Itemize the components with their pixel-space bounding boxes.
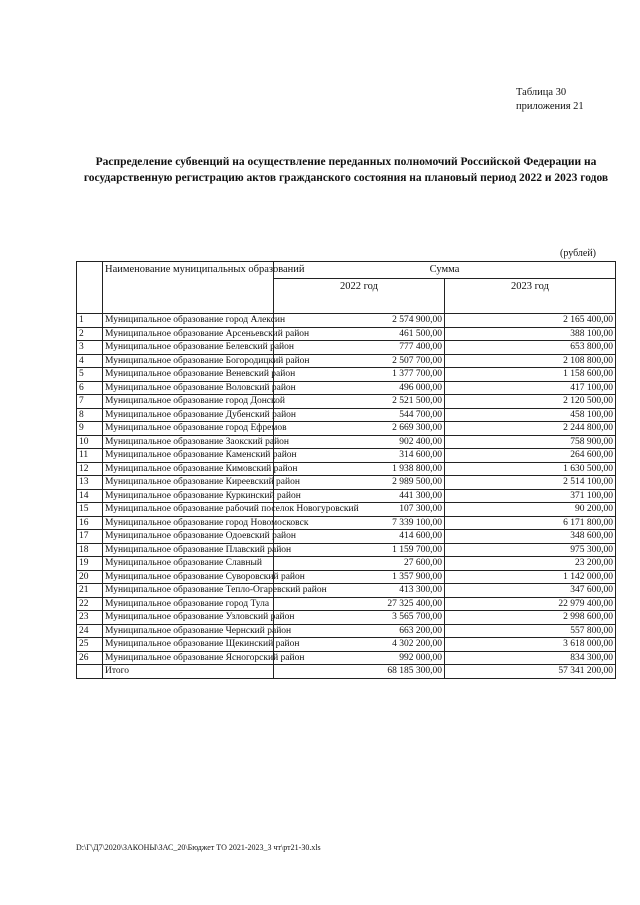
row-number: 23: [77, 611, 103, 625]
row-value-2022: 2 989 500,00: [274, 476, 445, 490]
row-value-2023: 458 100,00: [445, 408, 616, 422]
row-number: 1: [77, 314, 103, 328]
row-value-2023: 1 158 600,00: [445, 368, 616, 382]
table-row: [77, 584, 616, 598]
table-row: [77, 449, 616, 463]
total-row: [77, 665, 616, 679]
row-number: 22: [77, 597, 103, 611]
table-row: [77, 381, 616, 395]
table-row: [77, 395, 616, 409]
row-value-2022: 314 600,00: [274, 449, 445, 463]
row-name: Муниципальное образование Тепло-Огаревский район: [103, 584, 274, 598]
row-value-2022: 1 159 700,00: [274, 543, 445, 557]
row-number: 21: [77, 584, 103, 598]
row-number: 18: [77, 543, 103, 557]
year-2023-header: 2023 год: [445, 278, 616, 313]
row-number: 4: [77, 354, 103, 368]
row-value-2023: 3 618 000,00: [445, 638, 616, 652]
table-row: [77, 408, 616, 422]
table-row: [77, 489, 616, 503]
name-header: Наименование муниципальных образований: [103, 262, 274, 314]
row-name: Муниципальное образование Кимовский район: [103, 462, 274, 476]
row-number: 25: [77, 638, 103, 652]
row-value-2023: 2 998 600,00: [445, 611, 616, 625]
row-number: 20: [77, 570, 103, 584]
row-name: Муниципальное образование Киреевский район: [103, 476, 274, 490]
row-name: Муниципальное образование город Тула: [103, 597, 274, 611]
table-body: [77, 314, 616, 679]
table-row: [77, 341, 616, 355]
row-number: 5: [77, 368, 103, 382]
number-header-cell: [77, 262, 103, 314]
row-number: 9: [77, 422, 103, 436]
row-name: Муниципальное образование город Новомосковск: [103, 516, 274, 530]
row-value-2022: 27 600,00: [274, 557, 445, 571]
row-value-2023: 758 900,00: [445, 435, 616, 449]
row-number: 2: [77, 327, 103, 341]
total-value-2023: 57 341 200,00: [445, 665, 616, 679]
row-number: 12: [77, 462, 103, 476]
row-value-2023: 653 800,00: [445, 341, 616, 355]
table-row: [77, 557, 616, 571]
table-row: [77, 611, 616, 625]
table-row: [77, 435, 616, 449]
row-number: 15: [77, 503, 103, 517]
row-value-2023: 388 100,00: [445, 327, 616, 341]
row-value-2023: 2 120 500,00: [445, 395, 616, 409]
row-number: 19: [77, 557, 103, 571]
row-number: 11: [77, 449, 103, 463]
table-row: [77, 543, 616, 557]
row-value-2022: 992 000,00: [274, 651, 445, 665]
row-value-2022: 777 400,00: [274, 341, 445, 355]
units-label: (рублей): [560, 248, 597, 259]
row-name: Муниципальное образование Узловский район: [103, 611, 274, 625]
row-number: 13: [77, 476, 103, 490]
row-name: Муниципальное образование Суворовский район: [103, 570, 274, 584]
row-value-2023: 347 600,00: [445, 584, 616, 598]
row-number: 3: [77, 341, 103, 355]
table-row: [77, 624, 616, 638]
row-value-2023: 6 171 800,00: [445, 516, 616, 530]
row-value-2023: 975 300,00: [445, 543, 616, 557]
row-value-2022: 2 521 500,00: [274, 395, 445, 409]
table-row: [77, 314, 616, 328]
table-ref-line2: приложения 21: [516, 101, 584, 112]
table-row: [77, 503, 616, 517]
table-row: [77, 354, 616, 368]
table-reference: [516, 86, 584, 114]
row-value-2023: 1 142 000,00: [445, 570, 616, 584]
row-value-2022: 414 600,00: [274, 530, 445, 544]
row-name: Муниципальное образование Чернский район: [103, 624, 274, 638]
table-row: [77, 597, 616, 611]
row-value-2023: 1 630 500,00: [445, 462, 616, 476]
row-value-2023: 2 108 800,00: [445, 354, 616, 368]
row-value-2023: 264 600,00: [445, 449, 616, 463]
row-name: Муниципальное образование Воловский район: [103, 381, 274, 395]
row-number: 14: [77, 489, 103, 503]
row-name: Муниципальное образование город Ефремов: [103, 422, 274, 436]
row-value-2022: 1 938 800,00: [274, 462, 445, 476]
row-value-2022: 3 565 700,00: [274, 611, 445, 625]
row-value-2022: 441 300,00: [274, 489, 445, 503]
total-label: Итого: [103, 665, 274, 679]
table-row: [77, 327, 616, 341]
row-value-2023: 834 300,00: [445, 651, 616, 665]
row-name: Муниципальное образование рабочий поселок Новогуровский: [103, 503, 274, 517]
row-name: Муниципальное образование Щекинский район: [103, 638, 274, 652]
table-row: [77, 651, 616, 665]
table-row: [77, 462, 616, 476]
year-2022-header: 2022 год: [274, 278, 445, 313]
row-name: Муниципальное образование город Алексин: [103, 314, 274, 328]
row-value-2022: 2 669 300,00: [274, 422, 445, 436]
row-number: 16: [77, 516, 103, 530]
row-value-2022: 1 357 900,00: [274, 570, 445, 584]
row-number: 6: [77, 381, 103, 395]
table-row: [77, 530, 616, 544]
row-value-2023: 90 200,00: [445, 503, 616, 517]
row-value-2022: 4 302 200,00: [274, 638, 445, 652]
row-name: Муниципальное образование Арсеньевский район: [103, 327, 274, 341]
document-title: Распределение субвенций на осуществление переданных полномочий Российской Федерации на государственную регистрацию актов гражданского состояния на плановый период 2022 и 2023 годов: [83, 156, 609, 184]
row-value-2022: 902 400,00: [274, 435, 445, 449]
row-value-2023: 2 165 400,00: [445, 314, 616, 328]
table-row: [77, 368, 616, 382]
row-value-2023: 22 979 400,00: [445, 597, 616, 611]
total-number-cell: [77, 665, 103, 679]
row-name: Муниципальное образование Каменский район: [103, 449, 274, 463]
row-value-2022: 1 377 700,00: [274, 368, 445, 382]
row-value-2022: 107 300,00: [274, 503, 445, 517]
subventions-table: [76, 261, 616, 679]
row-value-2022: 2 574 900,00: [274, 314, 445, 328]
total-value-2022: 68 185 300,00: [274, 665, 445, 679]
row-value-2023: 371 100,00: [445, 489, 616, 503]
row-name: Муниципальное образование Славный: [103, 557, 274, 571]
row-name: Муниципальное образование Дубенский район: [103, 408, 274, 422]
row-value-2022: 461 500,00: [274, 327, 445, 341]
row-value-2023: 557 800,00: [445, 624, 616, 638]
table-row: [77, 476, 616, 490]
row-value-2023: 23 200,00: [445, 557, 616, 571]
row-name: Муниципальное образование Плавский район: [103, 543, 274, 557]
row-value-2023: 2 244 800,00: [445, 422, 616, 436]
row-number: 17: [77, 530, 103, 544]
row-value-2022: 2 507 700,00: [274, 354, 445, 368]
row-value-2023: 2 514 100,00: [445, 476, 616, 490]
row-name: Муниципальное образование Куркинский район: [103, 489, 274, 503]
sum-header: Сумма: [274, 262, 616, 279]
table-row: [77, 422, 616, 436]
row-value-2022: 413 300,00: [274, 584, 445, 598]
row-name: Муниципальное образование город Донской: [103, 395, 274, 409]
row-name: Муниципальное образование Ясногорский район: [103, 651, 274, 665]
row-name: Муниципальное образование Веневский район: [103, 368, 274, 382]
row-value-2022: 544 700,00: [274, 408, 445, 422]
row-value-2022: 496 000,00: [274, 381, 445, 395]
row-number: 10: [77, 435, 103, 449]
row-value-2022: 27 325 400,00: [274, 597, 445, 611]
table-row: [77, 570, 616, 584]
row-name: Муниципальное образование Белевский район: [103, 341, 274, 355]
table-row: [77, 516, 616, 530]
row-number: 7: [77, 395, 103, 409]
row-value-2023: 348 600,00: [445, 530, 616, 544]
row-value-2022: 663 200,00: [274, 624, 445, 638]
row-number: 8: [77, 408, 103, 422]
row-number: 24: [77, 624, 103, 638]
row-name: Муниципальное образование Богородицкий район: [103, 354, 274, 368]
table-ref-line1: Таблица 30: [516, 87, 567, 98]
row-name: Муниципальное образование Одоевский район: [103, 530, 274, 544]
row-value-2023: 417 100,00: [445, 381, 616, 395]
row-name: Муниципальное образование Заокский район: [103, 435, 274, 449]
file-path: D:\Г\Д7\2020\ЗАКОНЫ\ЗАС_20\Бюджет ТО 2021-2023_3 чт\рт21-30.xls: [76, 843, 321, 852]
row-value-2022: 7 339 100,00: [274, 516, 445, 530]
table-row: [77, 638, 616, 652]
row-number: 26: [77, 651, 103, 665]
